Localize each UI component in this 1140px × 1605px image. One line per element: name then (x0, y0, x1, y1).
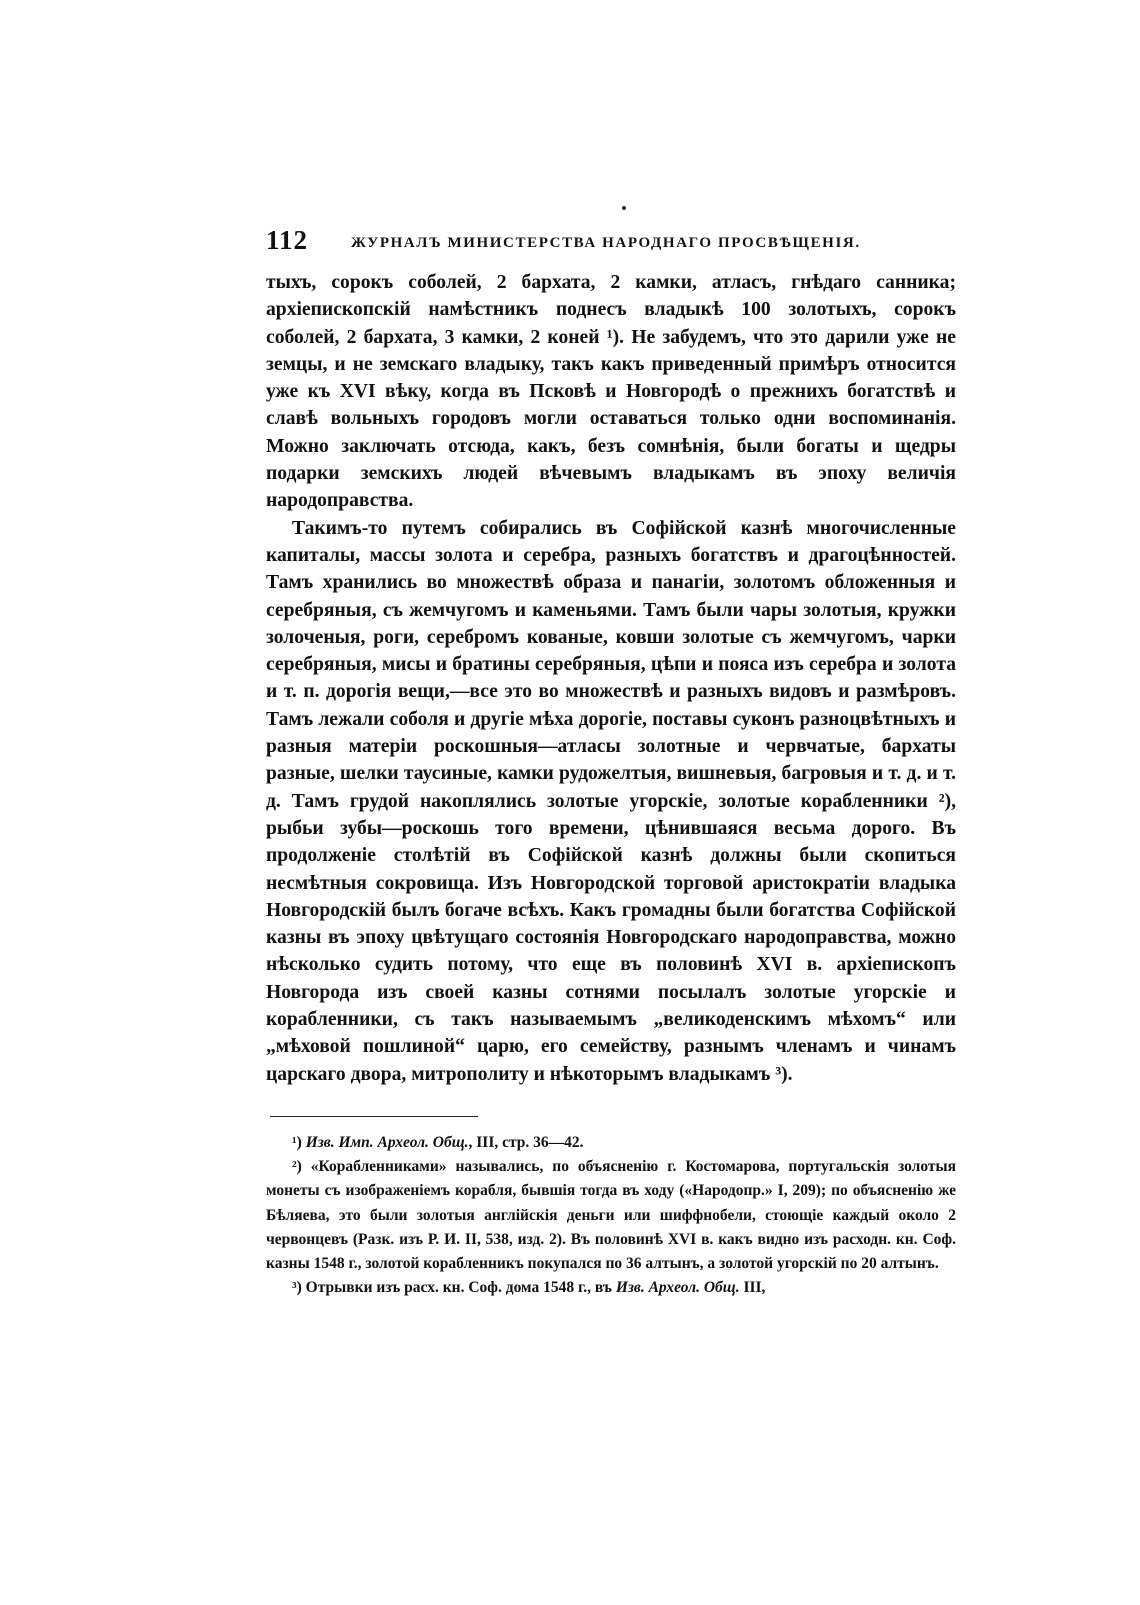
page-header (266, 225, 956, 259)
footnote-3 (266, 1276, 956, 1300)
footnote-separator (270, 1116, 478, 1117)
paragraph-1: тыхъ, сорокъ соболей, 2 бархата, 2 камки, атласъ, гнѣдаго санника; архіепископскій намѣстникъ поднесъ владыкѣ 100 золотыхъ, сорокъ соболей, 2 бархата, 3 камки, 2 коней ¹). Не забудемъ, что это дарили уже не земцы, и не земскаго владыку, такъ какъ приведенный примѣръ относится уже къ XVI вѣку, когда въ Псковѣ и Новгородѣ о прежнихъ богатствѣ и славѣ вольныхъ городовъ могли оставаться только одни воспоминанія. Можно заключать отсюда, какъ, безъ сомнѣнія, были богаты и щедры подарки земскихъ людей вѣчевымъ владыкамъ въ эпоху величія народоправства. (266, 272, 956, 512)
footnote-1-mark: ¹) (292, 1133, 302, 1151)
page-number: 112 (266, 225, 309, 255)
body-text (266, 269, 956, 1088)
footnotes (266, 1131, 956, 1300)
print-speck (622, 206, 626, 210)
footnote-2: ²) «Корабленниками» назывались, по объясненію г. Костомарова, португальскія золотыя монеты съ изображеніемъ корабля, бывшія тогда въ ходу («Народопр.» I, 209); по объясненію же Бѣляева, это были золотыя англійскія деньги или шиффнобели, стоющіе каждый около 2 червонцевъ (Разк. изъ Р. И. II, 538, изд. 2). Въ половинѣ XVI в. какъ видно изъ расходн. кн. Соф. казны 1548 г., золотой корабленникъ покупался по 36 алтынъ, а золотой угорскій по 20 алтынъ. (266, 1158, 956, 1272)
footnote-1-rest: , III, стр. 36—42. (468, 1133, 584, 1151)
paragraph-2: Такимъ-то путемъ собирались въ Софійской казнѣ многочисленные капиталы, массы золота и серебра, разныхъ богатствъ и драгоцѣнностей. Тамъ хранились во множествѣ образа и панагіи, золотомъ обложенныя и серебряныя, съ жемчугомъ и каменьями. Тамъ были чары золотыя, кружки золоченыя, роги, серебромъ кованые, ковши золотые съ жемчугомъ, чарки серебряныя, мисы и братины серебряныя, цѣпи и пояса изъ серебра и золота и т. п. дорогія вещи,—все это во множествѣ и разныхъ видовъ и размѣровъ. Тамъ лежали соболя и другіе мѣха дорогіе, поставы суконъ разноцвѣтныхъ и разныя матеріи роскошныя—атласы золотные и червчатые, бархаты разные, шелки таусиные, камки рудожелтыя, вишневыя, багровыя и т. д. и т. д. Тамъ грудой накоплялись золотые угорскіе, золотые корабленники ²), рыбьи зубы—роскошь того времени, цѣнившаяся весьма дорого. Въ продолженіе столѣтій въ Софійской казнѣ должны были скопиться несмѣтныя сокровища. Изъ Новгородской торговой аристократіи владыка Новгородскій былъ богаче всѣхъ. Какъ громадны были богатства Софійской казны въ эпоху цвѣтущаго состоянія Новгородскаго народоправства, можно нѣсколько судить потому, что еще въ половинѣ XVI в. архіепископъ Новгорода изъ своей казны сотнями посылалъ золотые угорскіе и корабленники, съ такъ называемымъ „великоденскимъ мѣхомъ“ или „мѣховой пошлиной“ царю, его семейству, разнымъ членамъ и чинамъ царскаго двора, митрополиту и нѣкоторымъ владыкамъ ³). (266, 517, 956, 1085)
footnote-3-source: Изв. Археол. Общ. (615, 1279, 740, 1297)
running-head: ЖУРНАЛЪ МИНИСТЕРСТВА НАРОДНАГО ПРОСВѢЩЕНІЯ. (351, 235, 861, 251)
footnote-3-mark: ³) Отрывки изъ расх. кн. Соф. дома 1548 г., въ (292, 1279, 612, 1297)
book-page (266, 225, 956, 1300)
footnote-3-rest: III, (743, 1279, 766, 1297)
footnote-1 (266, 1131, 956, 1155)
footnote-1-source: Изв. Имп. Археол. Общ. (305, 1133, 469, 1151)
